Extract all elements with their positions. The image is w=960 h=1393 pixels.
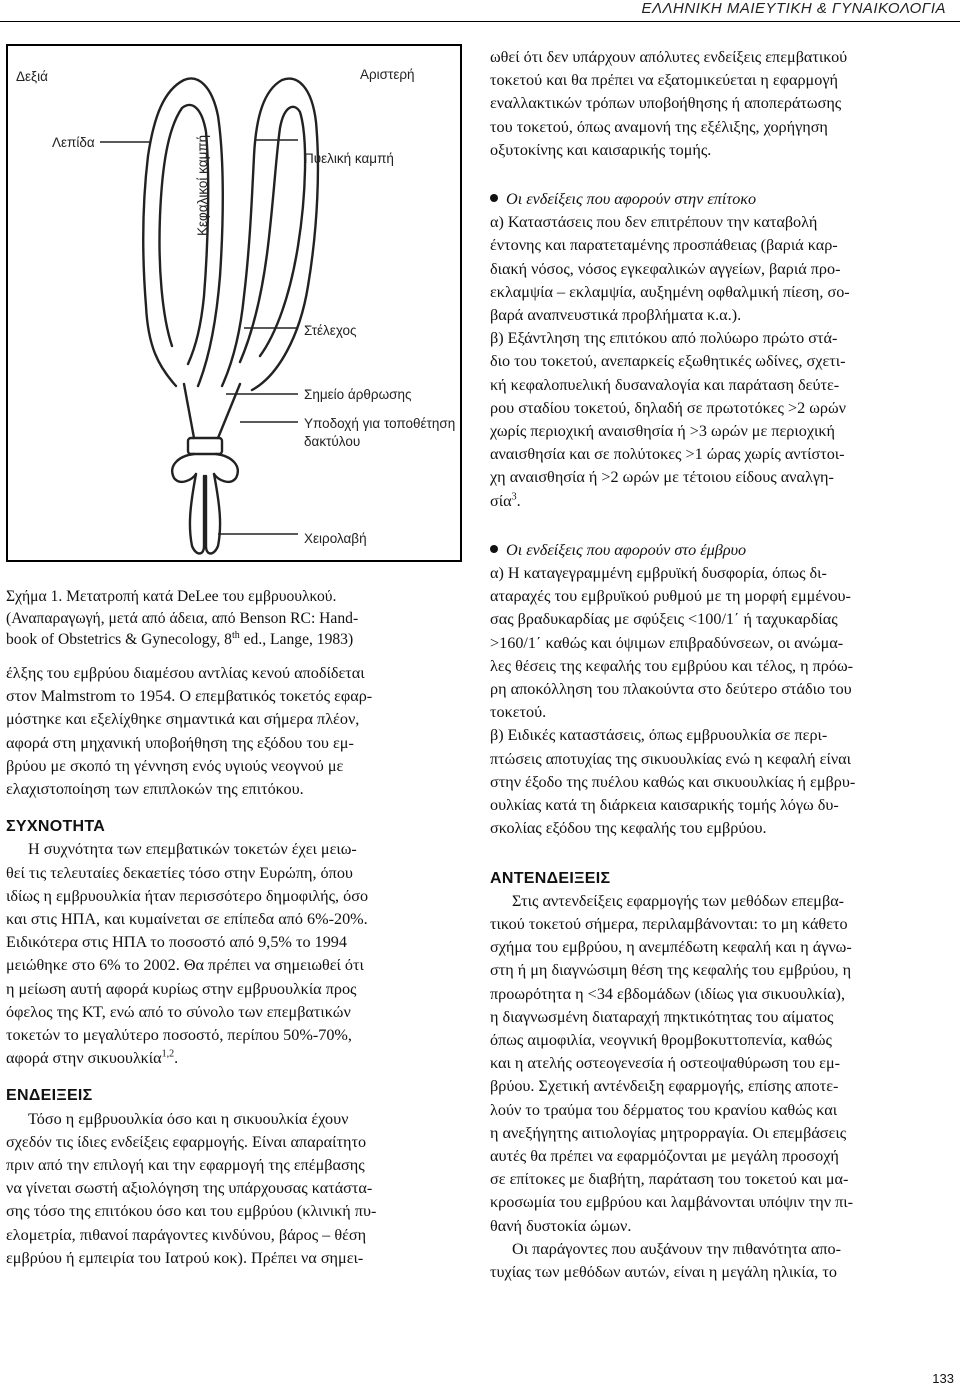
text-line: >160/1΄ καθώς και όψιμων επιβραδύνσεων, οι ανώμα- (490, 633, 844, 652)
text-line: Οι παράγοντες που αυξάνουν την πιθανότητα απο- (512, 1239, 841, 1258)
text-line: να γίνεται σωστή αξιολόγηση της υπάρχουσας κατάστα- (6, 1179, 373, 1198)
text-line: προωρότητα η <34 εβδομάδων (ιδίως για σικυουλκία), (490, 984, 845, 1003)
text-line: τυχίας των μεθόδων αυτών, είναι η μεγάλη ηλικία, το (490, 1262, 837, 1281)
handle-right (206, 474, 220, 554)
caption-text: book of Obstetrics & Gynecology, 8 (6, 631, 232, 648)
bullet-text: Οι ενδείξεις που αφορούν στην επίτοκο (506, 190, 757, 209)
text-line: ρου σταδίου τοκετού, δηλαδή σε πρωτοτόκες >2 ωρών (490, 398, 846, 417)
text-line: η ανεξήγητης αιτιολογίας μητρορραγία. Οι επεμβάσεις (490, 1123, 847, 1142)
section-heading-indications: ΕΝΔΕΙΞΕΙΣ (6, 1087, 93, 1105)
text-line: ρη αποκόλληση του πλακούντα στο δεύτερο στάδιο του (490, 680, 852, 699)
text-line: μόστηκε και εξελίχθηκε σημαντικά και σήμερα πλέον, (6, 710, 360, 729)
indications-paragraph (6, 1108, 440, 1270)
text-line: τοκετού. (490, 703, 547, 722)
text-line: η διαγνωσμένη διαταραχή πηκτικότητας του αίματος (490, 1007, 834, 1026)
text-line: ωθεί ότι δεν υπάρχουν απόλυτες ενδείξεις επεμβατικού (490, 48, 848, 66)
text-line: Στις αντενδείξεις εφαρμογής των μεθόδων επεμβα- (512, 891, 845, 910)
text-line: β) Εξάντληση της επιτόκου από πολύωρο πρώτο στά- (490, 329, 838, 348)
text-line: διο του τοκετού, ανεπαρκείς εξωθητικές ωδίνες, σχετι- (490, 352, 846, 371)
text-line: ιδίως η εμβρυουλκία ήταν περισσότερο δημοφιλής, όσο (6, 886, 369, 905)
text-line: α) Η καταγεγραμμένη εμβρυϊκή δυσφορία, όπως δι- (490, 564, 827, 583)
text-line: πτώσεις αποτυχίας της σικυουλκίας ενώ η κεφαλή είναι (490, 749, 851, 768)
text-line: τοκετού και θα πρέπει να εξατομικεύεται η εφαρμογή (490, 71, 838, 90)
text-line: οξυτοκίνης και καισαρικής τομής. (490, 140, 712, 159)
text-line: αυτές θα πρέπει να εφαρμόζονται με μεγάλη προσοχή (490, 1146, 839, 1165)
finger-rest-left (172, 454, 196, 482)
left-column (6, 662, 440, 1270)
text-line: χωρίς περιοχική αναισθησία ή >3 ωρών με περιοχική (490, 422, 835, 441)
intro-paragraph (6, 662, 440, 801)
bullet-icon (490, 545, 498, 553)
text-line: ελομετρία, πιθανοί παράγοντες κινδύνου, βάρος – θέση (6, 1225, 367, 1244)
finger-rest-right (214, 454, 238, 482)
caption-line: Σχήμα 1. Μετατροπή κατά DeLee του εμβρυουλκού. (6, 588, 337, 605)
text-line: στη ή μη διαγνώσιμη θέση της κεφαλής του εμβρύου, η (490, 961, 852, 980)
text-line: χη αναισθησία ή >2 ωρών με τέτοιου είδους αναλγη- (490, 468, 834, 487)
factors-paragraph (490, 1238, 955, 1284)
text-line: Τόσο η εμβρυουλκία όσο και η σικυουλκία έχουν (28, 1109, 349, 1128)
text-line: βρύου. Σχετική αντένδειξη εφαρμογής, επίσης αποτε- (490, 1077, 839, 1096)
caption-text: ed., Lange, 1983) (239, 631, 354, 648)
text-line: εναλλακτικών τρόπων υποβοήθησης ή αποπεράτωσης (490, 94, 842, 113)
text-line: Ειδικότερα στις ΗΠΑ το ποσοστό από 9,5% το 1994 (6, 933, 347, 952)
lock-joint (188, 438, 222, 454)
text-line: στην έξοδο της πυέλου καθώς και σικυουλκίας ή εμβρυ- (490, 772, 856, 791)
text-line: όπως αιμοφιλία, νεογνική θρομβοκυττοπενία, καθώς (490, 1030, 832, 1049)
text-line: θανή δυστοκία ώμων. (490, 1216, 632, 1235)
label-right-side: Δεξιά (16, 69, 48, 84)
reference-superscript: 3 (511, 491, 517, 503)
figure-caption (6, 586, 446, 651)
text-line: σχεδόν τις ίδιες ενδείξεις εφαρμογής. Είναι απαραίτητο (6, 1132, 367, 1151)
intro-paragraph (490, 46, 955, 162)
caption-line (6, 629, 446, 651)
contraindications-paragraph (490, 890, 955, 1238)
fetus-indications (490, 562, 955, 840)
text-line: λούν το τραύμα του δέρματος του κρανίου καθώς και (490, 1100, 838, 1119)
forceps-figure (6, 44, 462, 562)
text-line (490, 490, 955, 513)
text-line: εμβρύου ή εμπειρία του Ιατρού κοκ). Πρέπει να σημει- (6, 1248, 364, 1267)
text-line: και στις ΗΠΑ, και κυμαίνεται σε επίπεδα από 6%-20%. (6, 910, 368, 929)
label-shank: Στέλεχος (304, 323, 357, 338)
shank-right (218, 384, 240, 438)
text-line: θεί τις τελευταίες δεκαετίες τόσο στην Ευρώπη, όπου (6, 863, 353, 882)
caption-superscript: th (231, 629, 240, 641)
text-line: αναισθησία και σε πολύτοκες >1 ώρας χωρίς αντίστοι- (490, 445, 845, 464)
mother-indications (490, 211, 955, 513)
shank-left (184, 384, 194, 438)
text-line: διακή νόσος, νόσος εγκεφαλικών αγγείων, βαριά προ- (490, 259, 841, 278)
text-line: μειώθηκε στο 6% το 2002. Θα πρέπει να σημειωθεί ότι (6, 956, 364, 975)
bullet-mother (490, 188, 955, 211)
text-line: εκλαμψία – εκλαμψία, αυξημένη οφθαλμική πίεση, σο- (490, 282, 850, 301)
frequency-paragraph (6, 838, 440, 1070)
text-span: . (174, 1049, 179, 1068)
text-line: και η ατελής οστεογενεσία ή οστεοψαθύρωση του εμ- (490, 1054, 841, 1073)
journal-title: ΕΛΛΗΝΙΚΗ ΜΑΙΕΥΤΙΚΗ & ΓΥΝΑΙΚΟΛΟΓΙΑ (641, 0, 946, 17)
text-line: αταραχές του εμβρυϊκού ρυθμού με τη μορφή εμμένου- (490, 587, 851, 606)
label-blade: Λεπίδα (52, 135, 95, 150)
bullet-icon (490, 194, 498, 202)
bullet-text: Οι ενδείξεις που αφορούν στο έμβρυο (506, 540, 747, 559)
text-line: ελαχιστοποίηση των επιπλοκών της επιτόκου. (6, 780, 304, 799)
text-line: λες θέσεις της κεφαλής του εμβρύου και τέλος, η πρόω- (490, 656, 853, 675)
text-line: κή κεφαλοπυελική δυσαναλογία και παράταση δεύτε- (490, 375, 840, 394)
text-line: έλξης του εμβρύου διαμέσου αντλίας κενού αποδίδεται (6, 664, 365, 682)
text-line: α) Καταστάσεις που δεν επιτρέπουν την καταβολή (490, 213, 818, 232)
label-cephalic-curve: Κεφαλικοί καμπή (195, 134, 210, 236)
text-line: τοκετών το μεγαλύτερο ποσοστό, περίπου 50%-70%, (6, 1026, 352, 1045)
text-line: Η συχνότητα των επεμβατικών τοκετών έχει μειω- (28, 840, 357, 859)
text-line: τικού τοκετού σήμερα, περιλαμβάνονται: το μη κάθετο (490, 914, 848, 933)
label-finger-rest-1: Υποδοχή για τοποθέτηση (304, 416, 456, 431)
text-line: όφελος της ΚΤ, ενώ από το σύνολο των επεμβατικών (6, 1002, 351, 1021)
page-number: 133 (932, 1371, 954, 1386)
text-line (6, 1047, 440, 1070)
text-span: αφορά στην σικυουλκία (6, 1049, 162, 1068)
label-left-side: Αριστερή (360, 67, 415, 82)
text-line: σε επίτοκες με διαβήτη, παράταση του τοκετού και μα- (490, 1170, 849, 1189)
label-pelvic-curve: Πυελική καμπή (304, 151, 394, 166)
text-line: σχήμα του εμβρύου, η ανεμπέδωτη κεφαλή και η άγνω- (490, 938, 852, 957)
text-line: βρύου με σκοπό τη γέννηση ενός υγιούς νεογνού με (6, 756, 344, 775)
text-line: σκολίας εξόδου της κεφαλής του εμβρύου. (490, 819, 767, 838)
text-line: η μείωση αυτή αφορά κυρίως στην εμβρυουλκία προς (6, 979, 357, 998)
text-line: σης τόσο της επιτόκου όσο και του εμβρύου (κλινική πυ- (6, 1202, 377, 1221)
text-span: σία (490, 491, 512, 510)
text-line: του τοκετού, όπως αναμονή της εξέλιξης, χορήγηση (490, 117, 828, 136)
text-span: . (516, 491, 521, 510)
header-rule (0, 21, 960, 22)
text-line: β) Ειδικές καταστάσεις, όπως εμβρυουλκία σε περι- (490, 726, 828, 745)
text-line: αφορά στη μηχανική υποβοήθηση της εξόδου του εμ- (6, 733, 354, 752)
label-handle: Χειρολαβή (304, 531, 367, 546)
right-column (490, 46, 955, 1284)
forceps-diagram (8, 46, 460, 560)
section-heading-contraindications: ΑΝΤΕΝΔΕΙΞΕΙΣ (490, 869, 611, 887)
running-header (0, 0, 960, 22)
text-line: βαρά αναπνευστικά προβλήματα κ.α.). (490, 306, 742, 325)
label-lock: Σημείο άρθρωσης (304, 387, 412, 402)
text-line: ουλκίας κατά τη διάρκεια καισαρικής τομής λόγω δυ- (490, 796, 839, 815)
bullet-fetus (490, 539, 955, 562)
text-line: κροσωμία του εμβρύου και λαμβάνονται υπόψιν την πι- (490, 1193, 854, 1212)
text-line: πριν από την επιλογή και την εφαρμογή της επέμβασης (6, 1156, 365, 1175)
text-line: σας βραδυκαρδίας με σφύξεις <100/1΄ ή ταχυκαρδίας (490, 610, 838, 629)
caption-line: (Αναπαραγωγή, μετά από άδεια, από Benson RC: Hand- (6, 609, 359, 627)
text-line: έντονης και παρατεταμένης προσπάθειας (βαριά καρ- (490, 236, 838, 255)
handle-left (190, 474, 204, 554)
section-heading-frequency: ΣΥΧΝΟΤΗΤΑ (6, 818, 106, 836)
reference-superscript: 1,2 (161, 1048, 175, 1060)
text-line: στον Malmstrom το 1954. Ο επεμβατικός τοκετός εφαρ- (6, 687, 373, 706)
label-finger-rest-2: δακτύλου (304, 434, 361, 449)
